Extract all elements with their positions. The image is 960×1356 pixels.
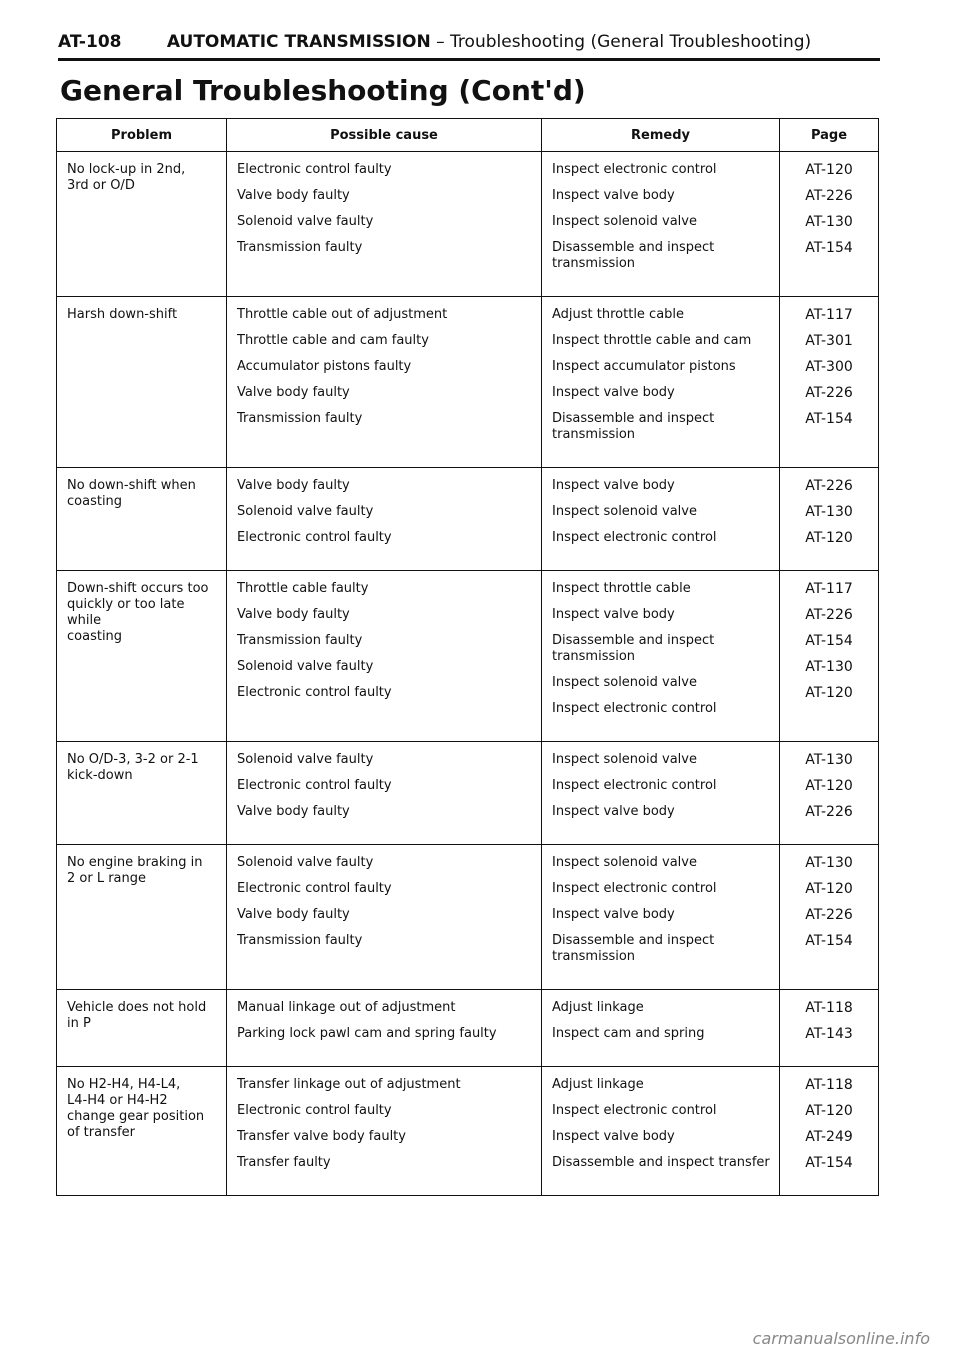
- cause-line: Solenoid valve faulty: [237, 659, 374, 674]
- remedy-cell: [542, 845, 780, 990]
- remedy-line: Inspect valve body: [552, 804, 675, 819]
- page-cell: [780, 297, 879, 468]
- problem-line: Down-shift occurs too: [67, 581, 209, 596]
- cause-line: Electronic control faulty: [237, 1103, 392, 1118]
- remedy-line: Inspect throttle cable: [552, 581, 691, 596]
- problem-line: L4-H4 or H4-H2: [67, 1093, 168, 1108]
- page-cell: [780, 742, 879, 845]
- remedy-line: Inspect valve body: [552, 1129, 675, 1144]
- remedy-line: Inspect throttle cable and cam: [552, 333, 752, 348]
- cause-line: Valve body faulty: [237, 804, 350, 819]
- remedy-line: Inspect electronic control: [552, 530, 717, 545]
- remedy-line: Inspect solenoid valve: [552, 752, 697, 767]
- problem-cell: [57, 742, 227, 845]
- cause-line: Transmission faulty: [237, 633, 363, 648]
- problem-line: 3rd or O/D: [67, 178, 135, 193]
- section-subtitle: – Troubleshooting (General Troubleshooting): [436, 32, 812, 52]
- page-line: AT-300: [805, 359, 853, 375]
- remedy-line: Adjust linkage: [552, 1077, 644, 1092]
- page-code: AT-108: [58, 32, 122, 52]
- cause-line: Transfer valve body faulty: [237, 1129, 406, 1144]
- problem-cell: [57, 152, 227, 297]
- page-title: General Troubleshooting (Cont'd): [60, 74, 586, 107]
- problem-cell: [57, 571, 227, 742]
- problem-line: in P: [67, 1016, 91, 1031]
- problem-line: Harsh down-shift: [67, 307, 178, 322]
- page-cell: [780, 152, 879, 297]
- page-line: AT-130: [805, 504, 853, 520]
- cause-line: Transmission faulty: [237, 411, 363, 426]
- cause-line: Transmission faulty: [237, 240, 363, 255]
- problem-cell: [57, 297, 227, 468]
- page-line: AT-226: [805, 607, 853, 623]
- remedy-line: Disassemble and inspect transmission: [552, 933, 715, 964]
- cause-line: Electronic control faulty: [237, 778, 392, 793]
- page-line: AT-117: [805, 581, 853, 597]
- table-header-row: [57, 119, 879, 152]
- cause-line: Parking lock pawl cam and spring faulty: [237, 1026, 497, 1041]
- page-line: AT-118: [805, 1000, 853, 1016]
- problem-line: coasting: [67, 629, 123, 644]
- problem-line: quickly or too late while: [67, 597, 185, 628]
- cause-line: Solenoid valve faulty: [237, 214, 374, 229]
- remedy-line: Adjust linkage: [552, 1000, 644, 1015]
- page-cell: [780, 1067, 879, 1196]
- cause-line: Electronic control faulty: [237, 530, 392, 545]
- page-line: AT-226: [805, 478, 853, 494]
- table-row: [57, 468, 879, 571]
- cause-line: Valve body faulty: [237, 478, 350, 493]
- table-row: [57, 1067, 879, 1196]
- page-line: AT-154: [805, 411, 853, 427]
- problem-line: No down-shift when: [67, 478, 196, 493]
- problem-line: change gear position: [67, 1109, 205, 1124]
- page-line: AT-120: [805, 778, 853, 794]
- remedy-line: Inspect electronic control: [552, 701, 717, 716]
- remedy-line: Disassemble and inspect transfer: [552, 1155, 770, 1170]
- cause-cell: [227, 1067, 542, 1196]
- problem-cell: [57, 1067, 227, 1196]
- page-line: AT-143: [805, 1026, 853, 1042]
- table-row: [57, 571, 879, 742]
- cause-cell: [227, 742, 542, 845]
- cause-cell: [227, 152, 542, 297]
- remedy-line: Inspect solenoid valve: [552, 675, 697, 690]
- problem-line: No H2-H4, H4-L4,: [67, 1077, 181, 1092]
- cause-cell: [227, 571, 542, 742]
- cause-line: Solenoid valve faulty: [237, 855, 374, 870]
- cause-cell: [227, 468, 542, 571]
- remedy-cell: [542, 152, 780, 297]
- page-line: AT-130: [805, 752, 853, 768]
- cause-line: Valve body faulty: [237, 385, 350, 400]
- page-line: AT-130: [805, 214, 853, 230]
- watermark-footer: carmanualsonline.info: [752, 1329, 930, 1348]
- section-title: AUTOMATIC TRANSMISSION: [166, 32, 431, 52]
- table-row: [57, 152, 879, 297]
- cause-line: Throttle cable and cam faulty: [237, 333, 429, 348]
- remedy-cell: [542, 468, 780, 571]
- cause-line: Accumulator pistons faulty: [237, 359, 412, 374]
- page-cell: [780, 990, 879, 1067]
- page-line: AT-226: [805, 907, 853, 923]
- remedy-line: Inspect cam and spring: [552, 1026, 705, 1041]
- table-row: [57, 742, 879, 845]
- page-line: AT-154: [805, 1155, 853, 1171]
- remedy-line: Disassemble and inspect transmission: [552, 633, 715, 664]
- remedy-line: Inspect electronic control: [552, 1103, 717, 1118]
- problem-cell: [57, 845, 227, 990]
- cause-line: Electronic control faulty: [237, 685, 392, 700]
- cause-line: Solenoid valve faulty: [237, 504, 374, 519]
- remedy-line: Inspect solenoid valve: [552, 855, 697, 870]
- remedy-line: Inspect electronic control: [552, 162, 717, 177]
- table-row: [57, 297, 879, 468]
- cause-line: Manual linkage out of adjustment: [237, 1000, 456, 1015]
- column-header-problem: Problem: [57, 119, 227, 152]
- remedy-line: Inspect valve body: [552, 607, 675, 622]
- table-row: [57, 845, 879, 990]
- cause-cell: [227, 990, 542, 1067]
- page-line: AT-130: [805, 855, 853, 871]
- header-rule: [58, 58, 880, 61]
- cause-line: Solenoid valve faulty: [237, 752, 374, 767]
- page-line: AT-226: [805, 188, 853, 204]
- cause-line: Transfer faulty: [237, 1155, 331, 1170]
- remedy-line: Disassemble and inspect transmission: [552, 240, 715, 271]
- remedy-line: Inspect valve body: [552, 188, 675, 203]
- page-line: AT-117: [805, 307, 853, 323]
- remedy-line: Inspect electronic control: [552, 778, 717, 793]
- cause-line: Throttle cable out of adjustment: [237, 307, 448, 322]
- problem-cell: [57, 990, 227, 1067]
- page-line: AT-154: [805, 240, 853, 256]
- page-header: [58, 32, 811, 52]
- cause-line: Electronic control faulty: [237, 162, 392, 177]
- column-header-cause: Possible cause: [227, 119, 542, 152]
- troubleshooting-table: [56, 118, 879, 1196]
- page-line: AT-118: [805, 1077, 853, 1093]
- remedy-cell: [542, 297, 780, 468]
- remedy-cell: [542, 990, 780, 1067]
- remedy-line: Inspect solenoid valve: [552, 504, 697, 519]
- page-cell: [780, 468, 879, 571]
- page-line: AT-226: [805, 385, 853, 401]
- table-row: [57, 990, 879, 1067]
- page-line: AT-120: [805, 1103, 853, 1119]
- remedy-line: Inspect valve body: [552, 478, 675, 493]
- table-body: [57, 152, 879, 1196]
- page-cell: [780, 571, 879, 742]
- problem-line: 2 or L range: [67, 871, 147, 886]
- column-header-remedy: Remedy: [542, 119, 780, 152]
- page-cell: [780, 845, 879, 990]
- cause-cell: [227, 297, 542, 468]
- cause-line: Electronic control faulty: [237, 881, 392, 896]
- page-line: AT-120: [805, 685, 853, 701]
- cause-line: Valve body faulty: [237, 607, 350, 622]
- problem-cell: [57, 468, 227, 571]
- problem-line: of transfer: [67, 1125, 136, 1140]
- page-line: AT-226: [805, 804, 853, 820]
- remedy-line: Inspect electronic control: [552, 881, 717, 896]
- remedy-line: Adjust throttle cable: [552, 307, 685, 322]
- page-line: AT-120: [805, 162, 853, 178]
- cause-line: Transmission faulty: [237, 933, 363, 948]
- remedy-line: Inspect valve body: [552, 907, 675, 922]
- cause-line: Transfer linkage out of adjustment: [237, 1077, 461, 1092]
- remedy-line: Inspect valve body: [552, 385, 675, 400]
- page-line: AT-249: [805, 1129, 853, 1145]
- page-line: AT-154: [805, 933, 853, 949]
- page-line: AT-130: [805, 659, 853, 675]
- column-header-page: Page: [780, 119, 879, 152]
- page-line: AT-120: [805, 881, 853, 897]
- problem-line: No engine braking in: [67, 855, 203, 870]
- page-line: AT-120: [805, 530, 853, 546]
- remedy-cell: [542, 1067, 780, 1196]
- remedy-line: Inspect solenoid valve: [552, 214, 697, 229]
- remedy-cell: [542, 571, 780, 742]
- cause-line: Throttle cable faulty: [237, 581, 369, 596]
- remedy-line: Disassemble and inspect transmission: [552, 411, 715, 442]
- cause-cell: [227, 845, 542, 990]
- problem-line: No O/D-3, 3-2 or 2-1: [67, 752, 199, 767]
- problem-line: No lock-up in 2nd,: [67, 162, 186, 177]
- page-line: AT-301: [805, 333, 853, 349]
- problem-line: kick-down: [67, 768, 133, 783]
- problem-line: Vehicle does not hold: [67, 1000, 207, 1015]
- remedy-line: Inspect accumulator pistons: [552, 359, 736, 374]
- cause-line: Valve body faulty: [237, 188, 350, 203]
- remedy-cell: [542, 742, 780, 845]
- problem-line: coasting: [67, 494, 123, 509]
- page-line: AT-154: [805, 633, 853, 649]
- cause-line: Valve body faulty: [237, 907, 350, 922]
